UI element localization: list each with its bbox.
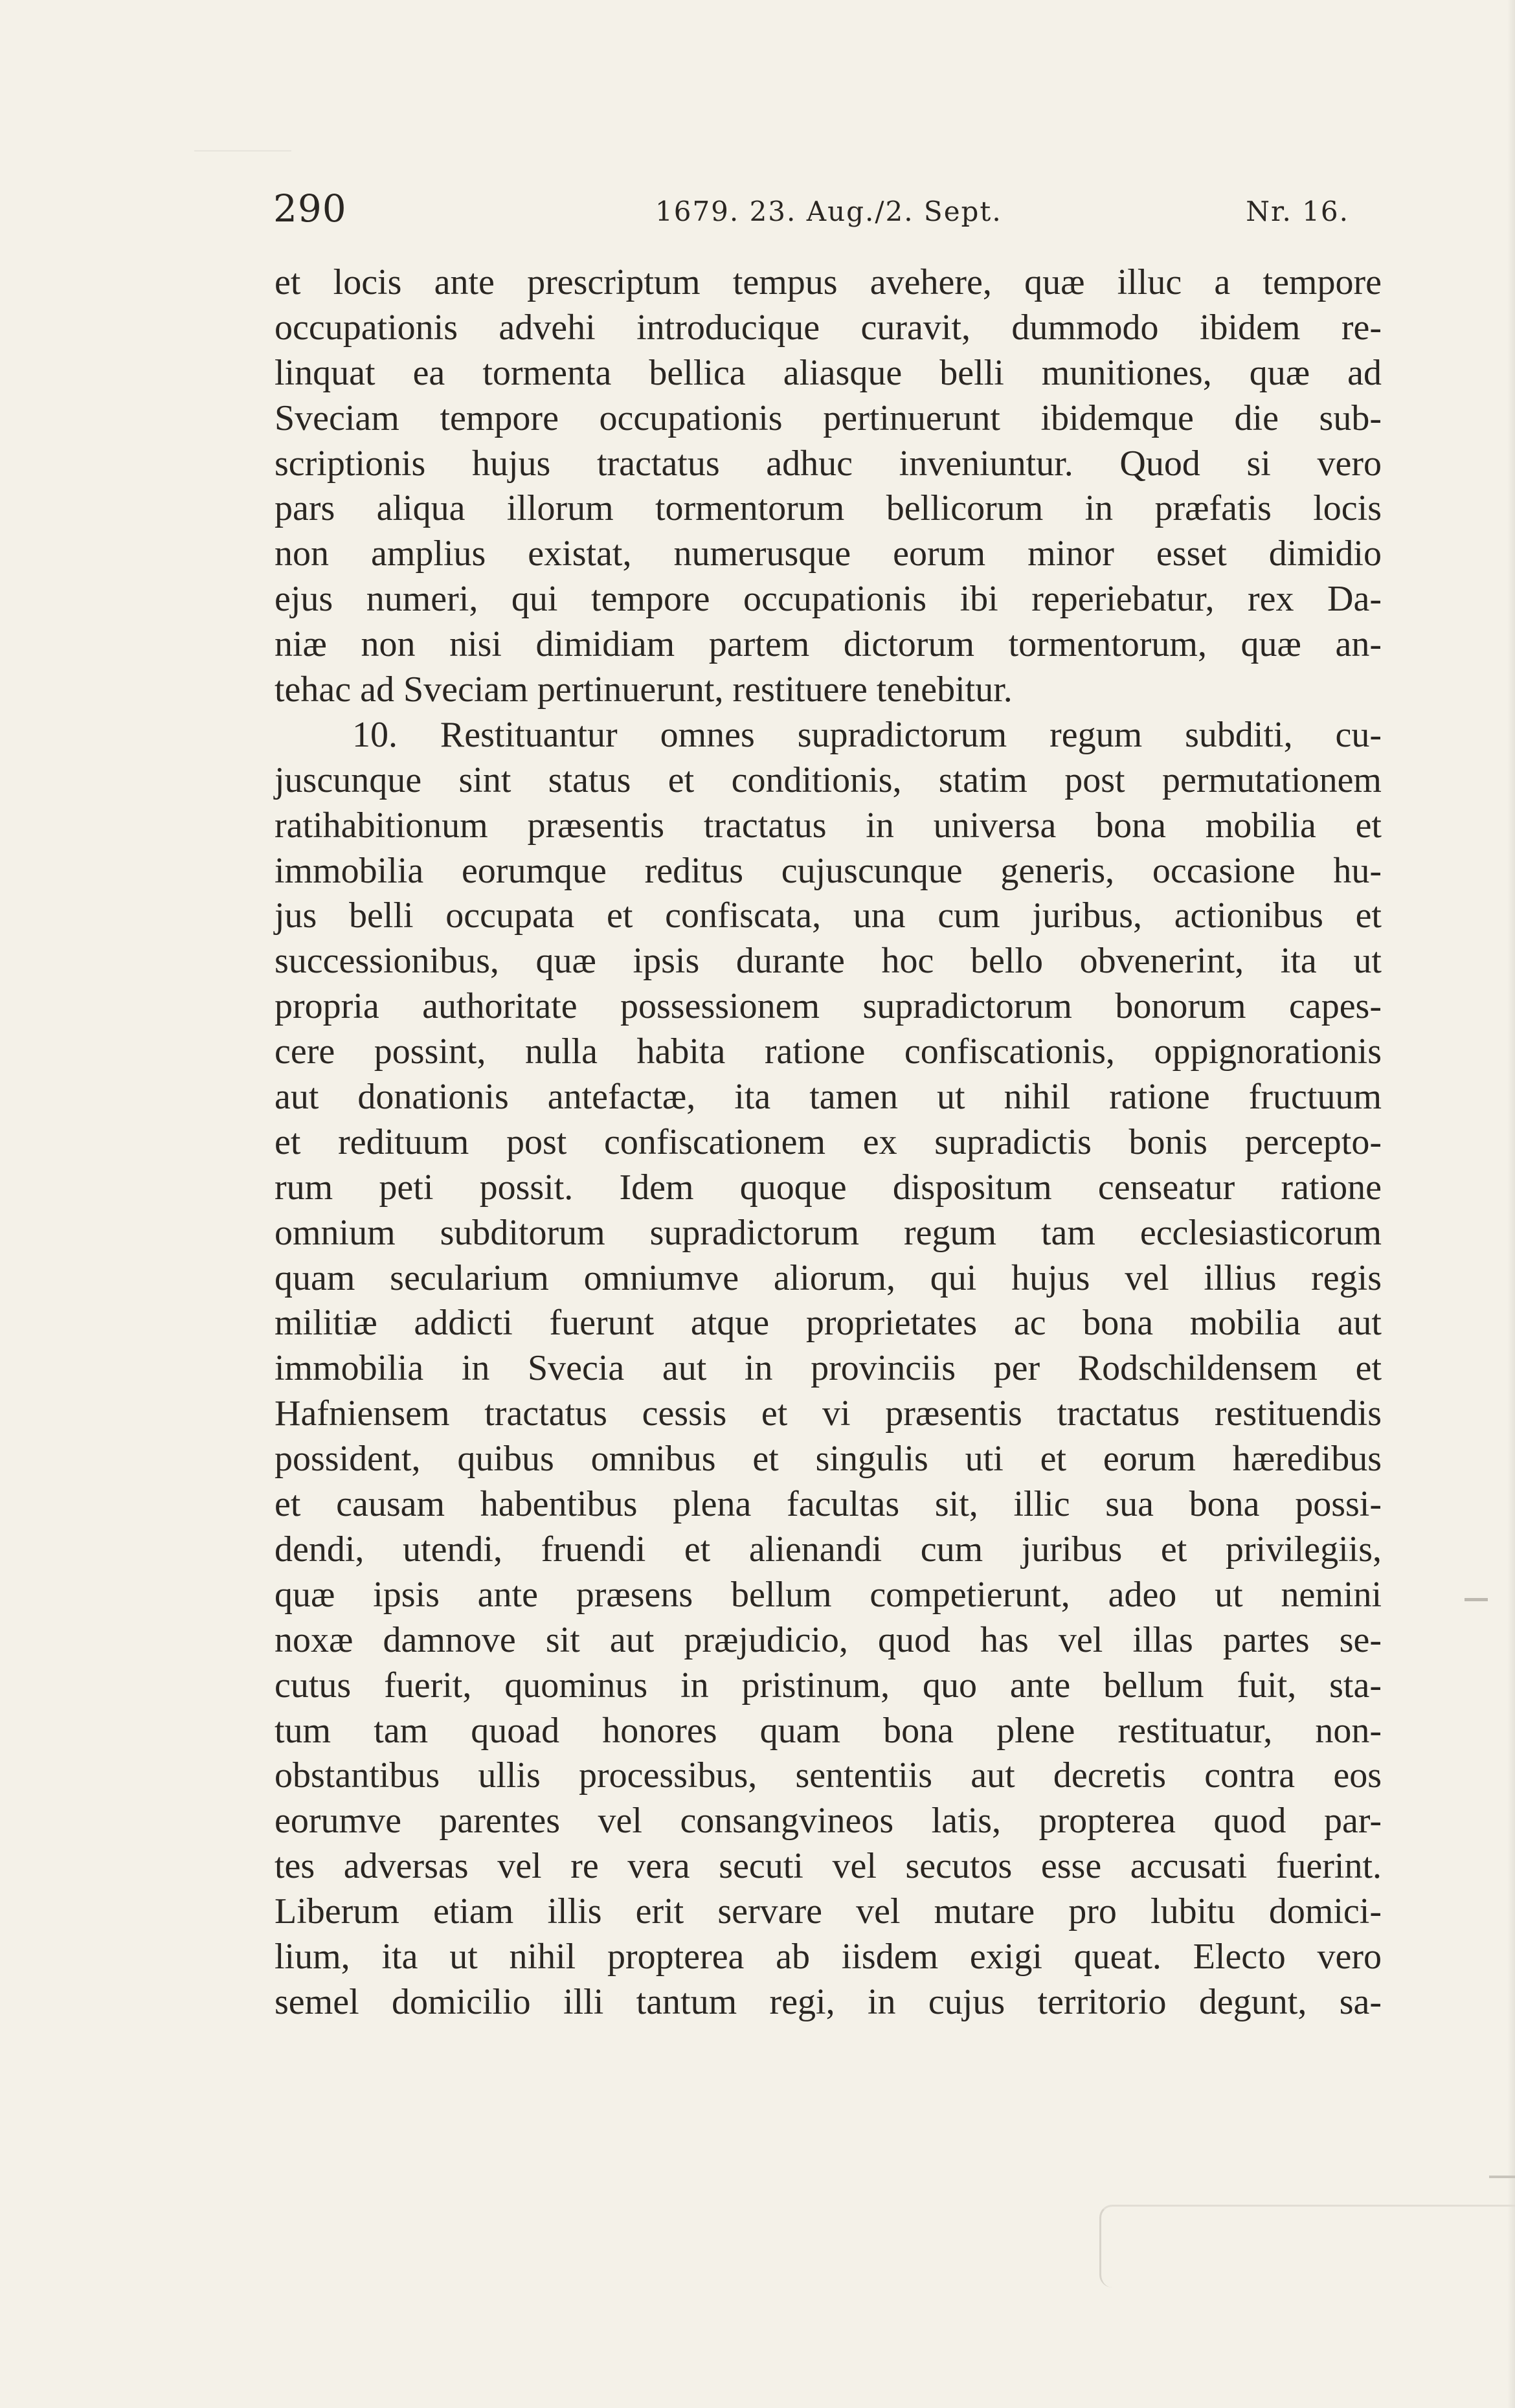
scan-corner-outline <box>1099 2205 1515 2288</box>
text-line: non amplius existat, numerusque eorum minor esset dimidio <box>275 534 1382 574</box>
header-date: 1679. 23. Aug./2. Sept. <box>655 196 1002 227</box>
text-line: linquat ea tormenta bellica aliasque belli munitiones, quæ ad <box>275 352 1382 393</box>
scan-rule-mark <box>194 150 291 152</box>
text-line: tes adversas vel re vera secuti vel secutos esse accusati fuerint. <box>275 1846 1382 1887</box>
text-line: Sveciam tempore occupationis pertinuerunt ibidemque die sub- <box>275 398 1382 438</box>
text-line: successionibus, quæ ipsis durante hoc bello obvenerint, ita ut <box>275 941 1382 982</box>
text-line: noxæ damnove sit aut præjudicio, quod has vel illas partes se- <box>275 1619 1382 1660</box>
text-line: immobilia eorumque reditus cujuscunque generis, occasione hu- <box>275 850 1382 891</box>
text-line: possident, quibus omnibus et singulis uti et eorum hæredibus <box>275 1439 1382 1480</box>
text-line: immobilia in Svecia aut in provinciis per Rodschildensem et <box>275 1348 1382 1389</box>
text-line: cere possint, nulla habita ratione confiscationis, oppignorationis <box>275 1031 1382 1072</box>
text-line: jus belli occupata et confiscata, una cum juribus, actionibus et <box>275 895 1382 936</box>
text-line: ejus numeri, qui tempore occupationis ibi reperiebatur, rex Da- <box>275 579 1382 620</box>
paragraph-end-line: tehac ad Sveciam pertinuerunt, restituere tenebitur. <box>275 670 1013 710</box>
page-number: 290 <box>273 186 347 231</box>
text-line: juscunque sint status et conditionis, statim post permutationem <box>275 760 1382 800</box>
text-line: omnium subditorum supradictorum regum tam ecclesiasticorum <box>275 1212 1382 1253</box>
text-line: semel domicilio illi tantum regi, in cujus territorio degunt, sa- <box>275 1981 1382 2022</box>
text-line: quæ ipsis ante præsens bellum competierunt, adeo ut nemini <box>275 1574 1382 1615</box>
page-header <box>273 181 1356 240</box>
text-line: et redituum post confiscationem ex supradictis bonis percepto- <box>275 1121 1382 1162</box>
text-line: niæ non nisi dimidiam partem dictorum tormentorum, quæ an- <box>275 624 1382 665</box>
body-text <box>275 260 1382 2025</box>
text-line: eorumve parentes vel consangvineos latis, propterea quod par- <box>275 1801 1382 1841</box>
text-line: ratihabitionum præsentis tractatus in universa bona mobilia et <box>275 805 1382 846</box>
text-line: militiæ addicti fuerunt atque proprietates ac bona mobilia aut <box>275 1303 1382 1344</box>
text-line: rum peti possit. Idem quoque dispositum censeatur ratione <box>275 1167 1382 1208</box>
text-line: scriptionis hujus tractatus adhuc inveniuntur. Quod si vero <box>275 443 1382 484</box>
text-line: et causam habentibus plena facultas sit, illic sua bona possi- <box>275 1484 1382 1525</box>
text-line: tum tam quoad honores quam bona plene restituatur, non- <box>275 1710 1382 1751</box>
scan-edge-shadow <box>1507 0 1515 2408</box>
text-line: cutus fuerit, quominus in pristinum, quo ante bellum fuit, sta- <box>275 1665 1382 1705</box>
text-line: et locis ante prescriptum tempus avehere, quæ illuc a tempore <box>275 262 1382 302</box>
text-line: pars aliqua illorum tormentorum bellicorum in præfatis locis <box>275 488 1382 529</box>
text-line: propria authoritate possessionem supradictorum bonorum capes- <box>275 986 1382 1027</box>
margin-mark <box>1464 1598 1488 1601</box>
text-line: Hafniensem tractatus cessis et vi præsentis tractatus restituendis <box>275 1393 1382 1434</box>
text-line: quam secularium omniumve aliorum, qui hujus vel illius regis <box>275 1257 1382 1298</box>
text-line: aut donationis antefactæ, ita tamen ut nihil ratione fructuum <box>275 1077 1382 1118</box>
text-line: occupationis advehi introducique curavit, dummodo ibidem re- <box>275 307 1382 348</box>
text-line: obstantibus ullis processibus, sententiis aut decretis contra eos <box>275 1755 1382 1796</box>
document-number: Nr. 16. <box>1246 196 1349 227</box>
margin-mark <box>1489 2176 1515 2178</box>
text-line: Liberum etiam illis erit servare vel mutare pro lubitu domici- <box>275 1891 1382 1932</box>
section-start-line: 10. Restituantur omnes supradictorum regum subditi, cu- <box>352 714 1382 755</box>
text-line: lium, ita ut nihil propterea ab iisdem exigi queat. Electo vero <box>275 1936 1382 1977</box>
text-line: dendi, utendi, fruendi et alienandi cum juribus et privilegiis, <box>275 1529 1382 1570</box>
